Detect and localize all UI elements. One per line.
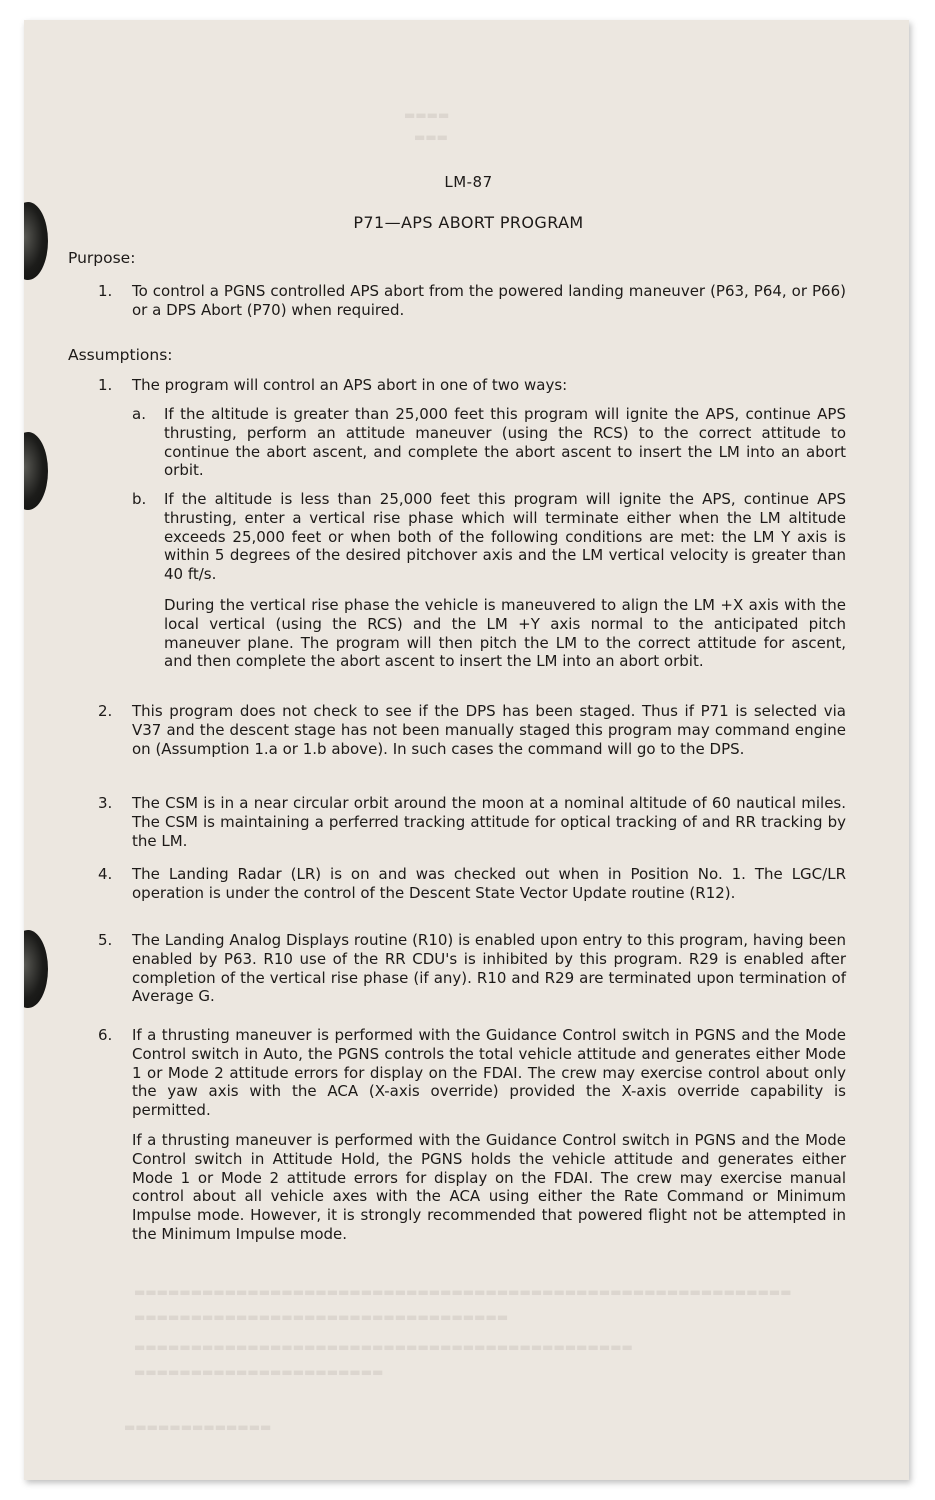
assumptions-heading: Assumptions: xyxy=(68,346,173,364)
item-number: 1. xyxy=(98,282,113,300)
subitem-letter: b. xyxy=(132,490,147,508)
subitem-text: During the vertical rise phase the vehicle is maneuvered to align the LM +X axis with the local vertical (using the RCS) and the LM +Y axis normal to the anticipated pitch maneuver plane. The program will then pitch the LM to the correct attitude for ascent, and then complete the abort ascent to insert the LM into an abort orbit. xyxy=(164,595,846,671)
assumption-item xyxy=(98,931,846,1017)
page-title: P71—APS ABORT PROGRAM xyxy=(353,213,584,232)
bleed-through-texture: ▬▬▬▬▬▬▬▬▬▬▬▬▬▬▬▬▬▬▬▬▬▬▬▬▬▬▬▬▬▬▬▬▬ xyxy=(134,1310,509,1324)
assumption-item xyxy=(98,702,846,769)
page-number: LM-87 xyxy=(444,173,493,191)
binder-hole-bottom xyxy=(24,930,48,1008)
item-text: If a thrusting maneuver is performed with the Guidance Control switch in PGNS and the Mode Control switch in Attitude Hold, the PGNS holds the vehicle attitude and generates either Mode 1 or Mode 2 attitude errors for display on the FDAI. The crew may exercise manual control about all vehicle axes with the ACA using either the Rate Command or Minimum Impulse mode. However, it is strongly recommended that powered flight not be attempted in the Minimum Impulse mode. xyxy=(132,1130,846,1243)
bleed-through-texture: ▬▬▬▬ xyxy=(404,108,450,122)
item-text: The Landing Analog Displays routine (R10) is enabled upon entry to this program, having been enabled by P63. R10 use of the RR CDU's is inhibited by this program. R29 is enabled after completion of the vertical rise phase (if any). R10 and R29 are terminated upon termination of Average G. xyxy=(132,931,846,1006)
item-number: 3. xyxy=(98,794,113,812)
bleed-through-texture: ▬▬▬▬▬▬▬▬▬▬▬▬▬▬▬▬▬▬▬▬▬▬ xyxy=(134,1365,384,1379)
item-text: The CSM is in a near circular orbit around the moon at a nominal altitude of 60 nautical miles. The CSM is maintaining a perferred tracking attitude for optical tracking of and RR tracking by the LM. xyxy=(132,794,846,850)
subitem-letter: a. xyxy=(132,405,146,423)
purpose-item xyxy=(98,282,846,331)
item-text: If a thrusting maneuver is performed with the Guidance Control switch in PGNS and the Mode Control switch in Auto, the PGNS controls the total vehicle attitude and generates either Mode 1 or Mode 2 attitude errors for display on the FDAI. The crew may exercise control about only the yaw axis with the ACA (X-axis override) provided the X-axis override capability is permitted. xyxy=(132,1026,846,1120)
item-text: To control a PGNS controlled APS abort from the powered landing maneuver (P63, P64, or P66) or a DPS Abort (P70) when required. xyxy=(132,282,846,319)
subitem-text: If the altitude is greater than 25,000 feet this program will ignite the APS, continue APS thrusting, perform an attitude maneuver (using the RCS) to the correct attitude to continue the abort ascent, and complete the abort ascent to insert the LM into an abort orbit. xyxy=(164,405,846,480)
assumption-item xyxy=(98,376,846,406)
binder-hole-middle xyxy=(24,432,48,510)
item-number: 1. xyxy=(98,376,113,394)
item-text: The Landing Radar (LR) is on and was checked out when in Position No. 1. The LGC/LR operation is under the control of the Descent State Vector Update routine (R12). xyxy=(132,865,846,902)
assumption-item xyxy=(98,794,846,861)
bleed-through-texture: ▬▬▬ xyxy=(414,130,449,144)
assumption-subitem xyxy=(132,405,846,492)
bleed-through-texture: ▬▬▬▬▬▬▬▬▬▬▬▬▬▬▬▬▬▬▬▬▬▬▬▬▬▬▬▬▬▬▬▬▬▬▬▬▬▬▬▬▬▬▬▬▬▬▬▬▬▬▬▬▬▬▬▬▬▬ xyxy=(134,1285,792,1299)
assumption-item xyxy=(98,865,846,914)
assumption-subitem xyxy=(132,490,846,683)
item-number: 5. xyxy=(98,931,113,949)
item-text: The program will control an APS abort in one of two ways: xyxy=(132,376,568,394)
bleed-through-texture: ▬▬▬▬▬▬▬▬▬▬▬▬▬▬▬▬▬▬▬▬▬▬▬▬▬▬▬▬▬▬▬▬▬▬▬▬▬▬▬▬▬▬▬▬ xyxy=(134,1340,633,1354)
assumption-item xyxy=(98,1026,846,1255)
item-text: This program does not check to see if the DPS has been staged. Thus if P71 is selected via V37 and the descent stage has not been manually staged this program may command engine on (Assumption 1.a or 1.b above). In such cases the command will go to the DPS. xyxy=(132,702,846,758)
item-number: 4. xyxy=(98,865,113,883)
item-number: 2. xyxy=(98,702,113,720)
subitem-text: If the altitude is less than 25,000 feet this program will ignite the APS, continue APS thrusting, enter a vertical rise phase which will terminate either when the LM altitude exceeds 25,000 feet or when both of the following conditions are met: the LM Y axis is within 5 degrees of the desired pitchover axis and the LM vertical velocity is greater than 40 ft/s. xyxy=(164,490,846,584)
purpose-heading: Purpose: xyxy=(68,249,136,267)
document-page xyxy=(24,20,909,1480)
bleed-through-texture: ▬▬▬▬▬▬▬▬▬▬▬▬▬ xyxy=(124,1420,272,1434)
item-number: 6. xyxy=(98,1026,113,1044)
